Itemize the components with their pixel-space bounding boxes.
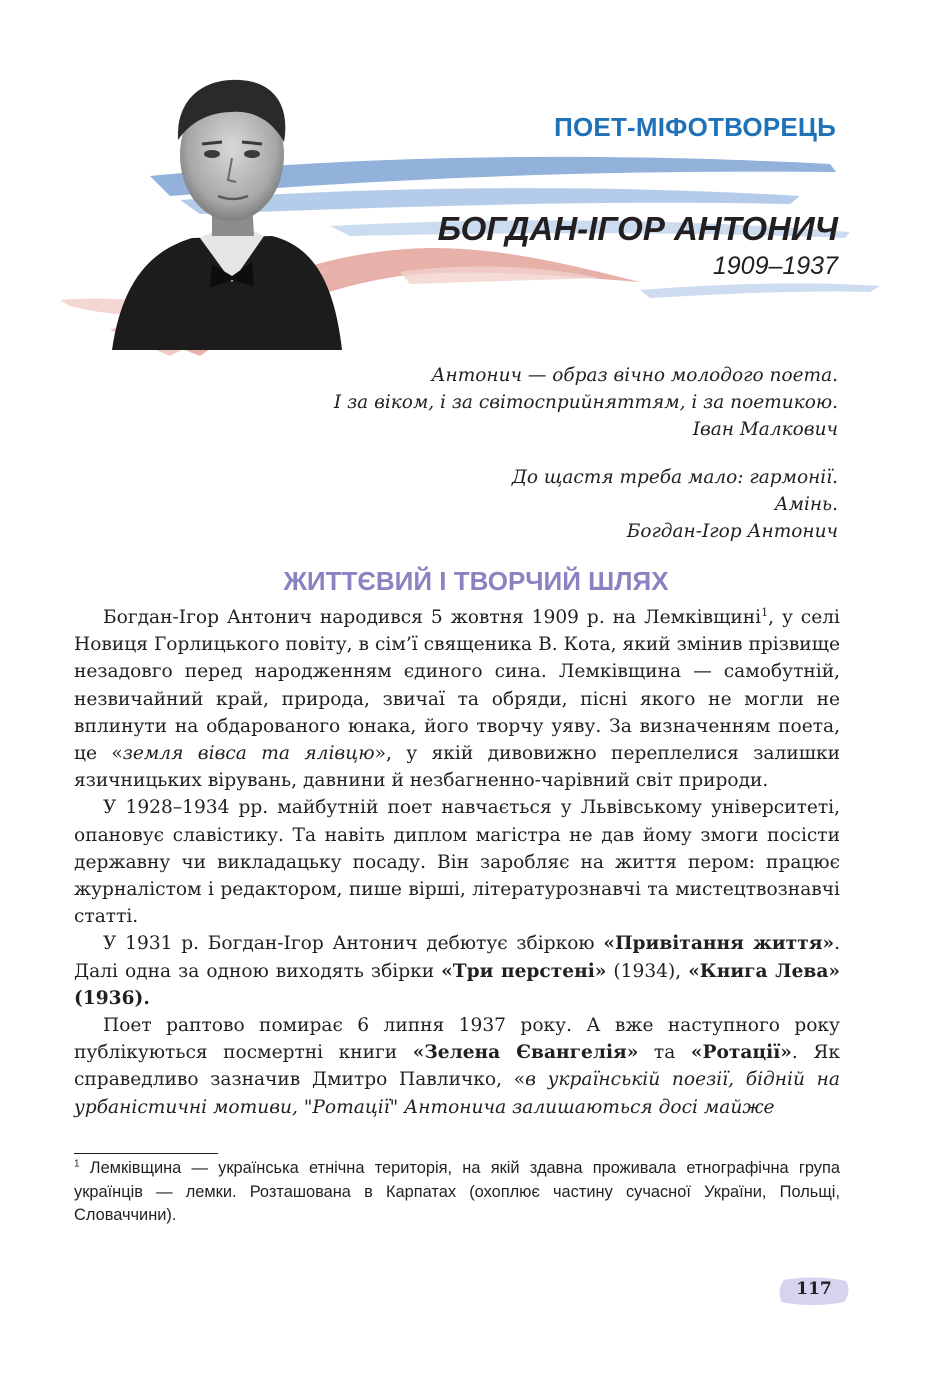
epigraph-source: Богдан-Ігор Антонич <box>626 521 838 542</box>
text-run: та <box>638 1042 691 1064</box>
main-text <box>74 604 840 1121</box>
epigraph-malkovych <box>334 362 838 443</box>
footnote-divider <box>74 1153 218 1154</box>
quote: в українській поезії, бідній на урбаністичні мотиви, "Ротації" Антонича залишаються досі майже <box>74 1069 840 1118</box>
text-run: », у якій дивовижно переплелися залишки язичницьких вірувань, давнини й незбагненно-чарівний світ природи. <box>74 743 841 792</box>
section-title: ЖИТТЄВИЙ І ТВОРЧИЙ ШЛЯХ <box>283 566 669 596</box>
author-portrait-photo <box>72 50 352 350</box>
epigraph-antonych <box>512 464 838 545</box>
text-run: (1934), <box>606 960 689 982</box>
section-kicker: ПОЕТ-МІФОТВОРЕЦЬ <box>554 112 836 142</box>
paragraph <box>74 930 840 1012</box>
epigraph-line: До щастя треба мало: гармонії. <box>511 467 838 488</box>
page-number: 117 <box>796 1279 832 1299</box>
author-name: БОГДАН-ІГОР АНТОНИЧ <box>437 210 838 247</box>
paragraph <box>74 604 840 794</box>
text-run: . Далі одна за одною виходять збірки <box>74 933 840 982</box>
epigraph-line: І за віком, і за світосприйняттям, і за поетикою. <box>333 392 838 413</box>
paragraph <box>74 1012 840 1121</box>
paragraph <box>74 794 840 930</box>
text-run: Богдан-Ігор Антонич народився 5 жовтня 1909 р. на Лемківщині <box>103 607 762 628</box>
text-run: У 1928–1934 рр. майбутній поет навчається у Львівському університеті, опановує славістику. Та навіть диплом магістра не дав йому змоги посісти державну чи викладацьку посаду. Він заробляє на життя пером: працює журналістом і редактором, пише вірші, літературознавчі та мистецтвознавчі статті. <box>74 797 840 928</box>
epigraph-line: Амінь. <box>774 494 838 515</box>
quote: земля вівса та ялівцю <box>122 743 375 765</box>
book-title: «Три перстені» <box>441 960 607 982</box>
footnote <box>74 1157 840 1228</box>
text-run: . Як справедливо зазначив Дмитро Павличко, « <box>74 1042 840 1091</box>
footnote-ref: 1 <box>761 605 769 619</box>
text-run: , у селі Новиця Горлицького повіту, в сім’ї священика В. Кота, який змінив прізвище незадовго перед народженням єдиного сина. Лемківщина — самобутній, незвичайний край, природа, звичаї та обряди, пісні якого не могли не вплинути на обдарованого юнака, його творчу уяву. За визначенням поета, це « <box>74 607 840 765</box>
book-title: «Зелена Євангелія» <box>412 1042 639 1064</box>
epigraph-line: Антонич — образ вічно молодого поета. <box>431 365 838 386</box>
text-run: Поет раптово помирає 6 липня 1937 року. А вже наступного року публікуються посмертні книги <box>74 1015 840 1064</box>
author-years: 1909–1937 <box>712 252 838 280</box>
book-year: (1936). <box>74 987 150 1009</box>
epigraph-source: Іван Малкович <box>692 419 838 440</box>
book-title: «Книга Лева» <box>688 960 841 982</box>
book-title: «Ротації» <box>690 1042 792 1064</box>
book-title: «Привітання життя» <box>603 933 835 955</box>
footnote-text: Лемківщина — українська етнічна територія, на якій здавна проживала етнографічна група українців — лемки. Розташована в Карпатах (охоплює частину сучасної України, Польщі, Словаччини). <box>74 1159 840 1224</box>
footnote-marker: 1 <box>74 1158 80 1170</box>
text-run: У 1931 р. Богдан-Ігор Антонич дебютує збіркою <box>103 933 604 955</box>
page-header <box>0 0 952 360</box>
